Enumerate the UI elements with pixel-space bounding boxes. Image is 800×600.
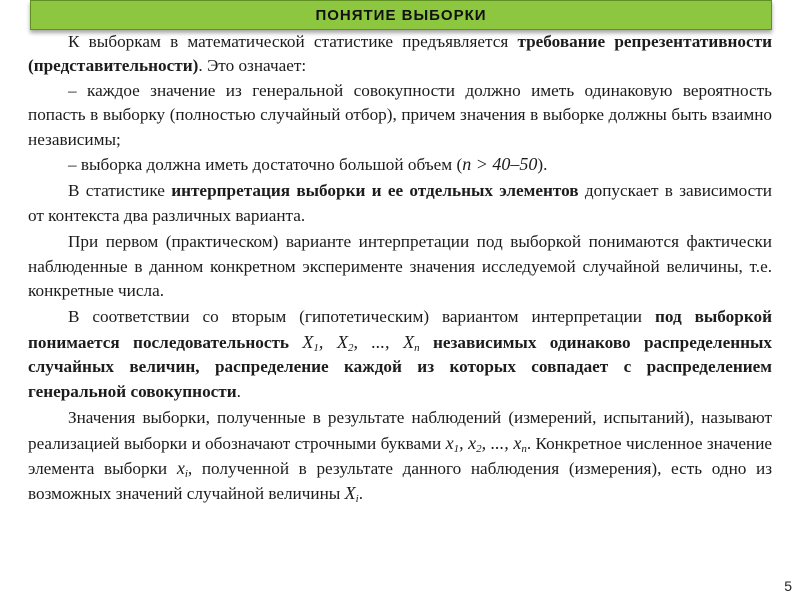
paragraph-hypothetical-variant: В соответствии со вторым (гипотетическим) вариантом интерпретации под выборкой понимается последовательность $X_1$, $X_2$, ..., $X_n$ независимых одинаково распределенных случайных величин, распределение каждой из которых совпадает с распределением генеральной совокупности. <box>28 307 773 401</box>
formula-element-xi: $x_i$ <box>176 457 188 480</box>
formula-random-xi: $X_i$ <box>344 483 359 506</box>
term-interpretation: интерпретация выборки и ее отдельных элементов <box>171 181 579 201</box>
paragraph-practical-variant: При первом (практическом) варианте интерпретации под выборкой понимаются фактически наблюденные в данном конкретном эксперименте значения исследуемой случайной величины, т.е. конкретные числа. <box>28 232 772 301</box>
paragraph-representativeness: К выборкам в математической статистике предъявляется требование репрезентативности (представительности). Это означает: <box>28 32 772 76</box>
paragraph-interpretation: В статистике интерпретация выборки и ее отдельных элементов допускает в зависимости от контекста два различных варианта. <box>28 181 772 225</box>
slide-title: ПОНЯТИЕ ВЫБОРКИ <box>30 0 772 30</box>
page-number: 5 <box>784 578 792 594</box>
term-iid: независимых одинаково распределенных случайных величин, распределение каждой из которых совпадает с распределением генеральной совокупности <box>28 332 773 401</box>
term-sequence: под выборкой понимается последовательность <box>28 307 772 352</box>
sample-size-formula: n > 40–50 <box>462 154 538 175</box>
paragraph-realization: Значения выборки, полученные в результате наблюдений (измерений, испытаний), называют реализацией выборки и обозначают строчными буквами $x_1$, $x_2$, ..., $x_n$. Конкретное численное значение элемента выборки $x_i$, полученной в результате данного наблюдения (измерения), есть одно из возможных значений случайной величины $X_i$. <box>28 408 773 506</box>
slide-body <box>28 30 772 507</box>
formula-realization: $x_1$, $x_2$, ..., $x_n$ <box>445 432 527 455</box>
term-representativeness: требование репрезентативности (представительности) <box>28 32 772 76</box>
paragraph-equal-probability: – каждое значение из генеральной совокупности должно иметь одинаковую вероятность попасть в выборку (полностью случайный отбор), причем значения в выборке должны быть взаимно независимы; <box>28 80 772 149</box>
formula-random-variables: $X_1$, $X_2$, ..., $X_n$ <box>302 331 420 354</box>
paragraph-sample-size: – выборка должна иметь достаточно большой объем (n > 40–50). <box>68 154 548 175</box>
